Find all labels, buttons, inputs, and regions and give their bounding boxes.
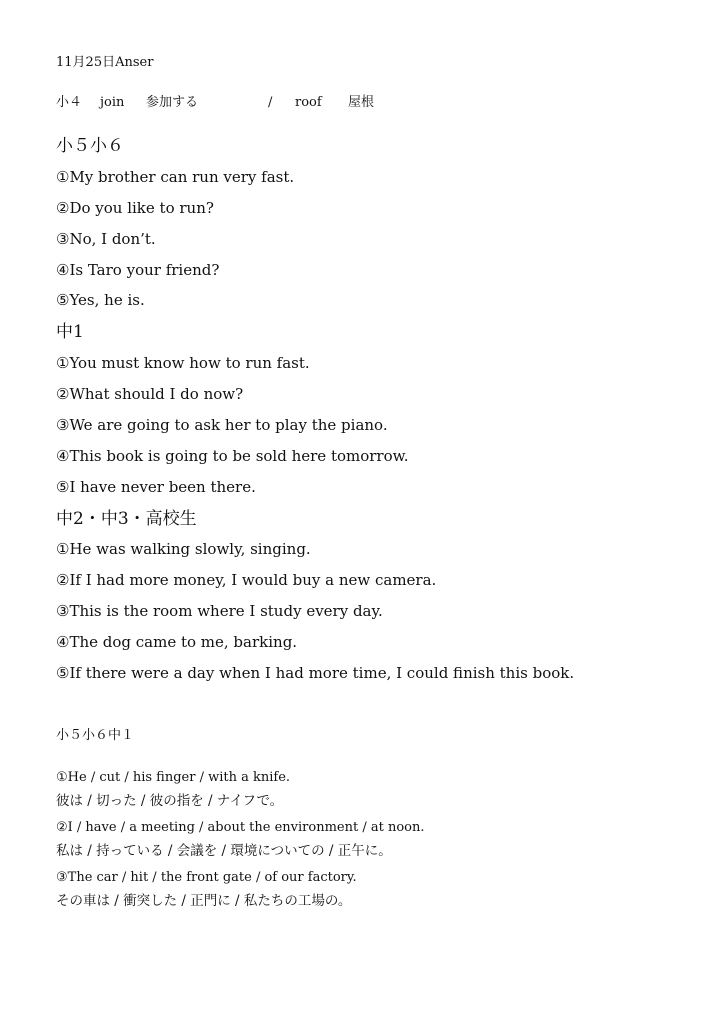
answer-item: ③No, I don’t. <box>56 230 156 248</box>
section-heading-middle2-3-high: 中2・中3・高校生 <box>56 509 197 529</box>
slash-reading-english: ①He / cut / his finger / with a knife. <box>56 770 291 785</box>
answer-item: ①My brother can run very fast. <box>56 168 295 186</box>
answer-item: ④Is Taro your friend? <box>56 261 220 279</box>
page-title: 11月25日Anser <box>56 55 154 70</box>
answer-item: ①You must know how to run fast. <box>56 354 310 372</box>
answer-item: ②What should I do now? <box>56 385 244 403</box>
vocab-word-2: roof <box>295 95 322 110</box>
vocab-word-1: join <box>100 95 125 110</box>
vocab-separator: / <box>268 95 273 110</box>
answer-item: ①He was walking slowly, singing. <box>56 540 311 558</box>
section-heading-middle1: 中1 <box>56 322 84 342</box>
answer-item: ③This is the room where I study every day. <box>56 602 383 620</box>
slash-reading-japanese: その車は / 衝突した / 正門に / 私たちの工場の。 <box>56 893 352 909</box>
answer-item: ③We are going to ask her to play the piano. <box>56 416 388 434</box>
answer-item: ⑤If there were a day when I had more time, I could finish this book. <box>56 664 575 682</box>
slash-reading-japanese: 彼は / 切った / 彼の指を / ナイフで。 <box>56 793 284 809</box>
slash-reading-english: ②I / have / a meeting / about the environment / at noon. <box>56 820 425 835</box>
answer-item: ④The dog came to me, barking. <box>56 633 298 651</box>
vocab-grade: 小４ <box>56 95 83 110</box>
slash-reading-japanese: 私は / 持っている / 会議を / 環境についての / 正午に。 <box>56 843 392 859</box>
section-heading-slash-reading: 小５小６中１ <box>56 728 135 743</box>
answer-item: ④This book is going to be sold here tomorrow. <box>56 447 409 465</box>
vocab-meaning-2: 屋根 <box>348 95 375 110</box>
vocab-meaning-1: 参加する <box>146 95 199 110</box>
answer-item: ②Do you like to run? <box>56 199 214 217</box>
answer-item: ②If I had more money, I would buy a new camera. <box>56 571 437 589</box>
vocab-line <box>56 96 374 109</box>
answer-item: ⑤I have never been there. <box>56 478 256 496</box>
section-heading-grade5-6: 小５小６ <box>56 136 124 156</box>
slash-reading-english: ③The car / hit / the front gate / of our factory. <box>56 870 357 885</box>
answer-item: ⑤Yes, he is. <box>56 291 145 309</box>
